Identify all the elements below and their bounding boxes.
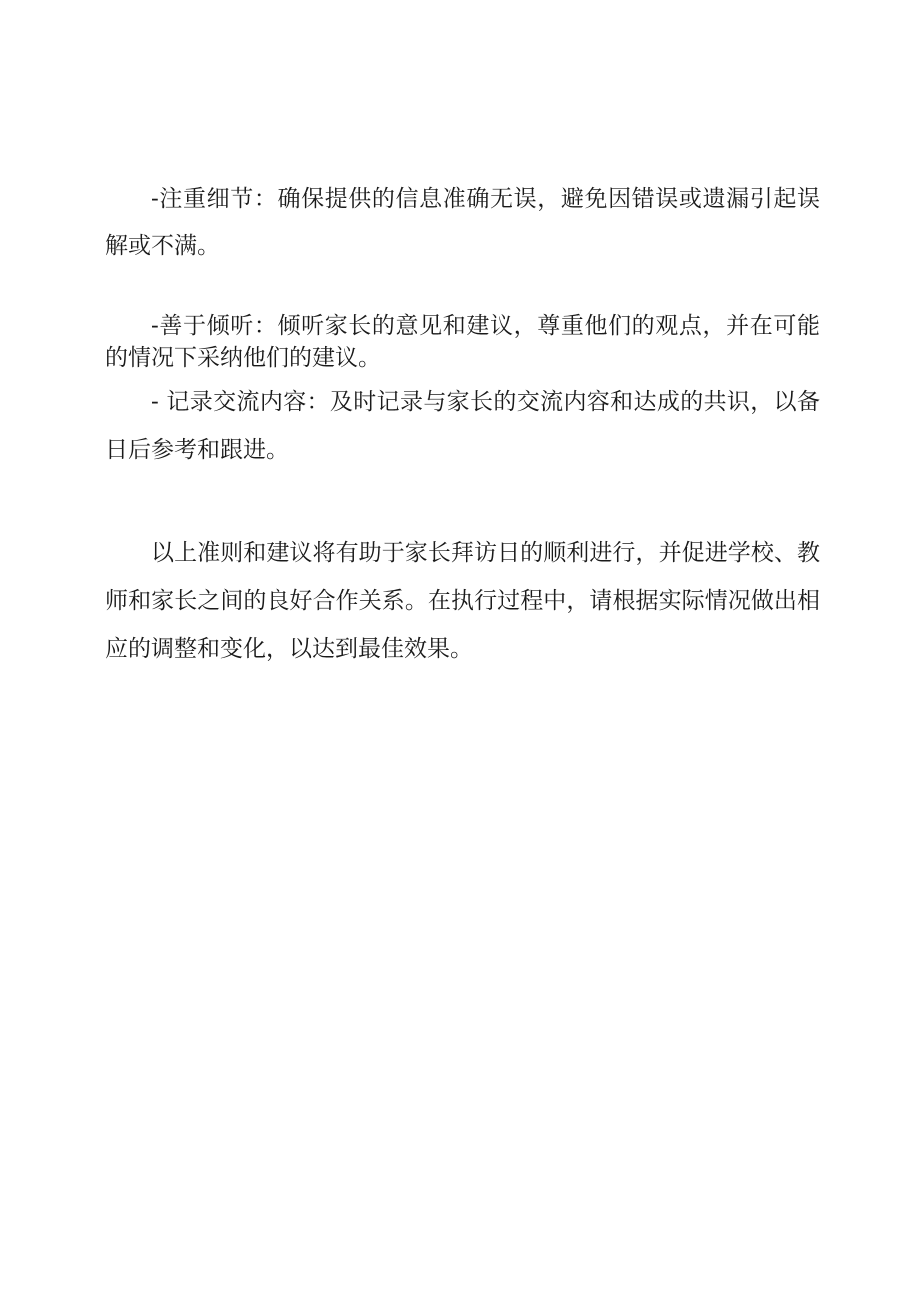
- paragraph-good-listening: -善于倾听：倾听家长的意见和建议，尊重他们的观点，并在可能的情况下采纳他们的建议。: [105, 313, 820, 371]
- document-body: [105, 176, 820, 673]
- paragraph-attention-to-detail: -注重细节：确保提供的信息准确无误，避免因错误或遗漏引起误解或不满。: [105, 186, 820, 259]
- paragraph-conclusion: 以上准则和建议将有助于家长拜访日的顺利进行，并促进学校、教师和家长之间的良好合作关系。在执行过程中，请根据实际情况做出相应的调整和变化，以达到最佳效果。: [105, 540, 820, 662]
- paragraph-record-communication: - 记录交流内容：及时记录与家长的交流内容和达成的共识，以备日后参考和跟进。: [105, 389, 820, 463]
